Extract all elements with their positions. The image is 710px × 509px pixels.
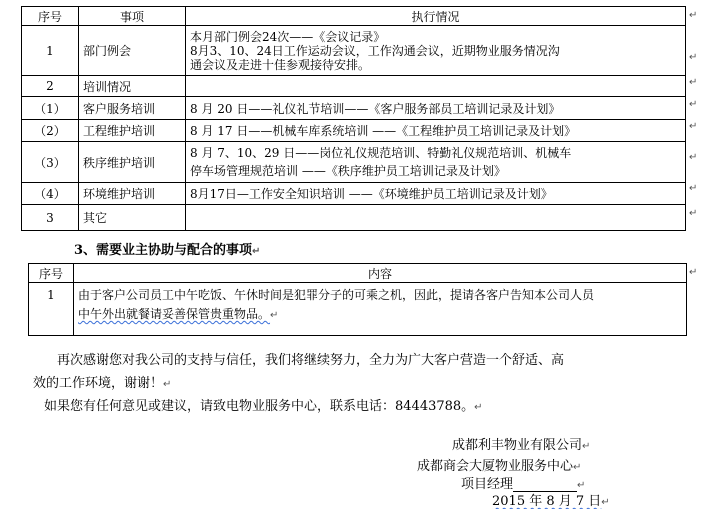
status-line: 8 月 7、10、29 日——岗位礼仪规范培训、特勤礼仪规范培训、机械车 [190, 146, 572, 160]
table-row [22, 183, 686, 205]
table-row [22, 142, 686, 183]
row-no: 3 [22, 205, 79, 231]
row-status: 8 月 17 日——机械车库系统培训 ——《工程维护员工培训记录及计划》 [186, 120, 686, 142]
closing-paragraph-line: 再次感谢您对我公司的支持与信任，我们将继续努力，全力为广大客户营造一个舒适、高 [57, 353, 565, 368]
row-item: 客户服务培训 [79, 97, 186, 120]
row-item: 部门例会 [79, 26, 186, 76]
row-item: 其它 [79, 205, 186, 231]
status-line: 8月3、10、24日工作运动会议，工作沟通会议，近期物业服务情况沟 [190, 43, 560, 58]
paragraph-mark: ↵ [601, 497, 610, 508]
contact-paragraph [44, 395, 483, 414]
section-heading-text: 3、需要业主协助与配合的事项 [74, 243, 253, 258]
header-no: 序号 [22, 7, 79, 26]
paragraph-mark: ↵ [689, 208, 698, 219]
paragraph-mark: ↵ [689, 99, 698, 110]
closing-paragraph-line [33, 372, 171, 391]
paragraph-mark: ↵ [270, 310, 279, 321]
project-manager-label: 项目经理 [461, 477, 514, 492]
table-header-row [22, 7, 686, 26]
row-status [186, 205, 686, 231]
section-heading [74, 239, 260, 258]
content-line-text: 中午外出就餐请妥善保管贵重物品。 [78, 307, 271, 321]
row-item: 培训情况 [79, 76, 186, 97]
row-no: （4） [22, 183, 79, 205]
paragraph-mark: ↵ [689, 77, 698, 88]
table-row [22, 76, 686, 97]
row-no: 2 [22, 76, 79, 97]
content-line [78, 305, 682, 325]
table-row [29, 283, 687, 336]
signature-date [492, 490, 610, 509]
row-item: 环境维护培训 [79, 183, 186, 205]
paragraph-mark: ↵ [474, 402, 483, 413]
header-status: 执行情况 [186, 7, 686, 26]
content-line: 由于客户公司员工中午吃饭、午休时间是犯罪分子的可乘之机，因此，提请各客户告知本公司人员 [78, 288, 595, 302]
paragraph-mark: ↵ [689, 52, 698, 63]
table-header-row [29, 264, 687, 283]
table-row [22, 26, 686, 76]
status-line: 停车场管理规范培训 ——《秩序维护员工培训记录及计划》 [190, 164, 506, 178]
paragraph-mark: ↵ [582, 441, 591, 452]
work-report-table [21, 6, 686, 231]
row-no: 1 [29, 283, 74, 336]
paragraph-mark: ↵ [689, 183, 698, 194]
status-line: 本月部门例会24次——《会议记录》 [190, 29, 386, 44]
row-status [186, 142, 686, 183]
paragraph-mark: ↵ [689, 267, 698, 278]
paragraph-mark: ↵ [689, 152, 698, 163]
row-item: 工程维护培训 [79, 120, 186, 142]
header-item: 事项 [79, 7, 186, 26]
row-no: （2） [22, 120, 79, 142]
closing-text: 效的工作环境，谢谢！ [33, 376, 164, 391]
paragraph-mark: ↵ [163, 379, 172, 390]
status-line: 通会议及走进十佳参观接待安排。 [190, 57, 371, 72]
row-no: 1 [22, 26, 79, 76]
row-content [74, 283, 687, 336]
row-status [186, 76, 686, 97]
company-name-text: 成都利丰物业有限公司 [452, 438, 583, 453]
table-row [22, 205, 686, 231]
paragraph-mark: ↵ [573, 462, 582, 473]
paragraph-mark: ↵ [252, 246, 261, 257]
paragraph-mark: ↵ [577, 480, 586, 491]
row-status [186, 26, 686, 76]
table-row [22, 120, 686, 142]
paragraph-mark: ↵ [689, 121, 698, 132]
contact-text: 如果您有任何意见或建议，请致电物业服务中心，联系电话：84443788。 [44, 399, 475, 414]
paragraph-mark: ↵ [689, 10, 698, 21]
row-status: 8月17日—工作安全知识培训 ——《环境维护员工培训记录及计划》 [186, 183, 686, 205]
row-no: （3） [22, 142, 79, 183]
service-center-text: 成都商会大厦物业服务中心 [417, 459, 574, 474]
row-item: 秩序维护培训 [79, 142, 186, 183]
service-center-name [417, 455, 581, 474]
table-row [22, 97, 686, 120]
cooperation-table [28, 263, 687, 336]
row-status: 8 月 20 日——礼仪礼节培训——《客户服务部员工培训记录及计划》 [186, 97, 686, 120]
company-name [452, 434, 590, 453]
header-content: 内容 [74, 264, 687, 283]
row-no: （1） [22, 97, 79, 120]
signature-date-text: 2015 年 8 月 7 日 [492, 494, 602, 509]
header-no: 序号 [29, 264, 74, 283]
